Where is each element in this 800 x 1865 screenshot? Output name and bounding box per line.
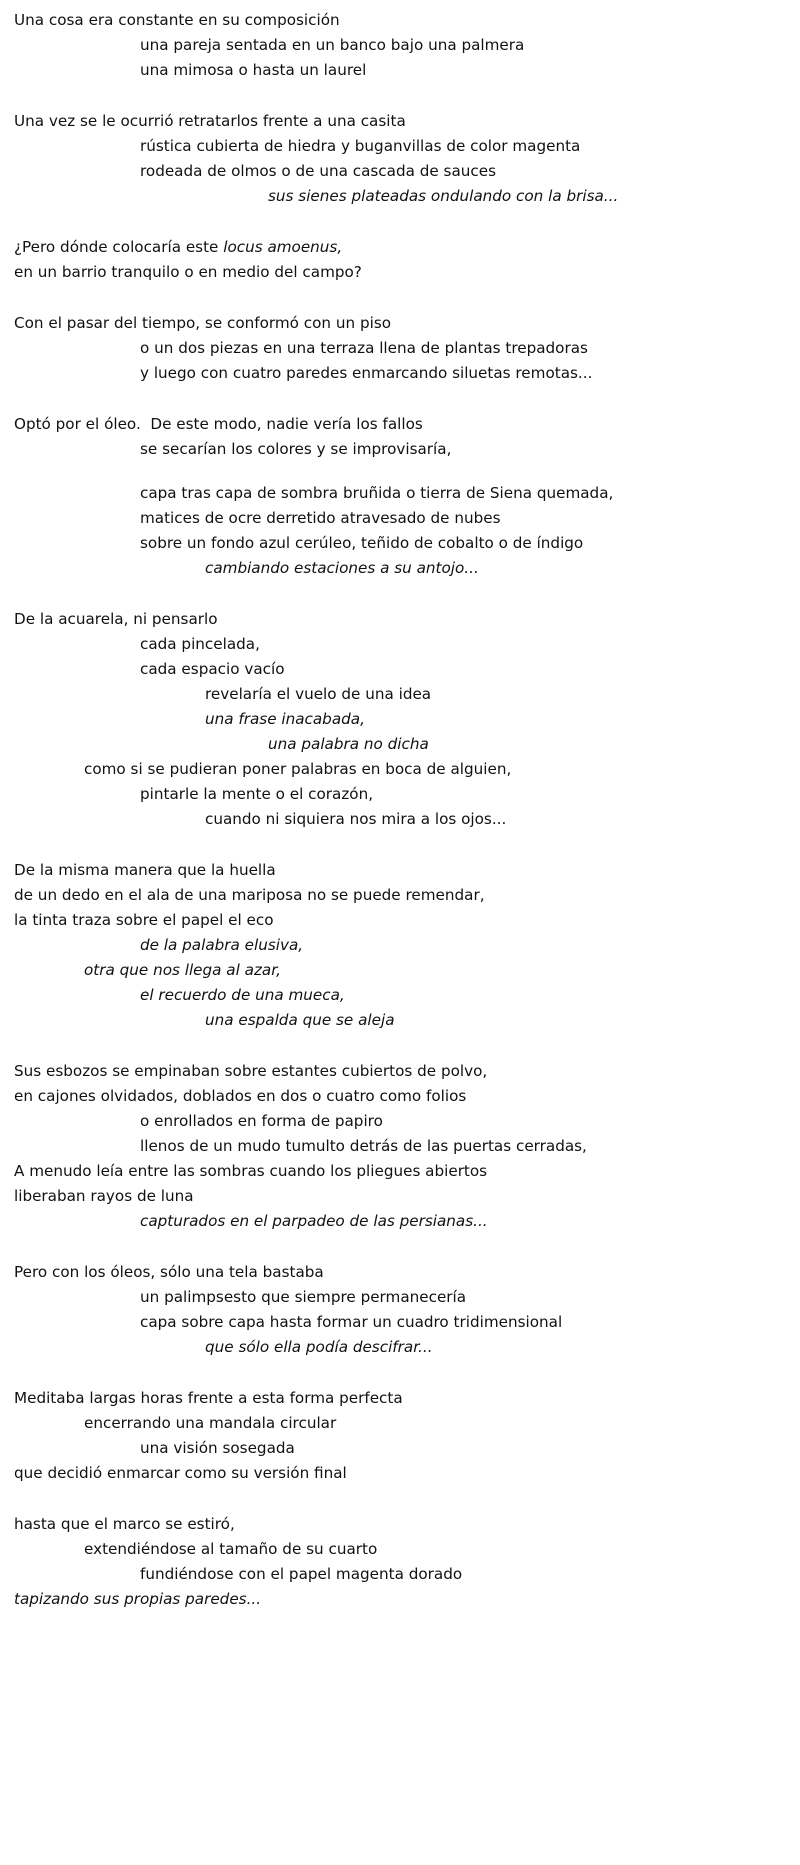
poem-line: cambiando estaciones a su antojo... xyxy=(205,559,479,577)
poem-line: cada pincelada, xyxy=(140,635,260,653)
poem-line: una visión sosegada xyxy=(140,1439,295,1457)
poem-line: fundiéndose con el papel magenta dorado xyxy=(140,1565,463,1583)
stanza xyxy=(0,1260,800,1360)
stanza xyxy=(0,311,800,386)
stanza xyxy=(0,858,800,1033)
poem-line: una espalda que se aleja xyxy=(205,1011,395,1029)
poem-line: sus sienes plateadas ondulando con la brisa... xyxy=(268,187,619,205)
poem-line: ¿Pero dónde colocaría este locus amoenus, xyxy=(14,238,343,256)
stanza xyxy=(0,1512,800,1612)
poem-line: capa tras capa de sombra bruñida o tierra de Siena quemada, xyxy=(140,484,614,502)
stanza xyxy=(0,1059,800,1234)
poem-line: hasta que el marco se estiró, xyxy=(14,1515,235,1533)
poem-line: liberaban rayos de luna xyxy=(14,1187,194,1205)
poem-line: en un barrio tranquilo o en medio del campo? xyxy=(14,263,362,281)
poem-line: o enrollados en forma de papiro xyxy=(140,1112,383,1130)
poem-line: llenos de un mudo tumulto detrás de las puertas cerradas, xyxy=(140,1137,587,1155)
poem-line: pintarle la mente o el corazón, xyxy=(140,785,374,803)
poem-line: Pero con los óleos, sólo una tela bastaba xyxy=(14,1263,324,1281)
poem-line: matices de ocre derretido atravesado de nubes xyxy=(140,509,501,527)
poem-line: se secarían los colores y se improvisaría, xyxy=(140,440,452,458)
poem-line: rústica cubierta de hiedra y buganvillas de color magenta xyxy=(140,137,581,155)
poem-line: que decidió enmarcar como su versión final xyxy=(14,1464,347,1482)
poem-line: o un dos piezas en una terraza llena de plantas trepadoras xyxy=(140,339,588,357)
poem-line: en cajones olvidados, doblados en dos o cuatro como folios xyxy=(14,1087,467,1105)
stanza xyxy=(0,1386,800,1486)
poem-line: Con el pasar del tiempo, se conformó con un piso xyxy=(14,314,392,332)
emphasis-phrase: locus amoenus, xyxy=(223,238,343,256)
poem-line: que sólo ella podía descifrar... xyxy=(205,1338,433,1356)
poem-line: A menudo leía entre las sombras cuando los pliegues abiertos xyxy=(14,1162,488,1180)
poem-line: la tinta traza sobre el papel el eco xyxy=(14,911,274,929)
poem-line: de la palabra elusiva, xyxy=(140,936,304,954)
poem-line: el recuerdo de una mueca, xyxy=(140,986,345,1004)
poem-line: Sus esbozos se empinaban sobre estantes cubiertos de polvo, xyxy=(14,1062,488,1080)
poem-line: cuando ni siquiera nos mira a los ojos... xyxy=(205,810,507,828)
poem-line: una palabra no dicha xyxy=(268,735,429,753)
poem-line: rodeada de olmos o de una cascada de sauces xyxy=(140,162,497,180)
line-spacer xyxy=(0,462,800,481)
poem-line: como si se pudieran poner palabras en boca de alguien, xyxy=(84,760,512,778)
poem-line: Meditaba largas horas frente a esta forma perfecta xyxy=(14,1389,403,1407)
stanza xyxy=(0,412,800,581)
stanza xyxy=(0,8,800,83)
stanza xyxy=(0,607,800,832)
poem-line: una mimosa o hasta un laurel xyxy=(140,61,367,79)
poem-line: Una cosa era constante en su composición xyxy=(14,11,340,29)
poem-line: un palimpsesto que siempre permanecería xyxy=(140,1288,467,1306)
poem-line: De la misma manera que la huella xyxy=(14,861,276,879)
poem-line: cada espacio vacío xyxy=(140,660,285,678)
poem-line: De la acuarela, ni pensarlo xyxy=(14,610,218,628)
poem-line: sobre un fondo azul cerúleo, teñido de cobalto o de índigo xyxy=(140,534,584,552)
poem-line: una frase inacabada, xyxy=(205,710,365,728)
poem-line: y luego con cuatro paredes enmarcando siluetas remotas... xyxy=(140,364,593,382)
poem-line: tapizando sus propias paredes... xyxy=(14,1590,262,1608)
poem-line: otra que nos llega al azar, xyxy=(84,961,281,979)
poem-line: capturados en el parpadeo de las persianas... xyxy=(140,1212,488,1230)
poem-line: encerrando una mandala circular xyxy=(84,1414,337,1432)
stanza xyxy=(0,235,800,285)
poem-line: extendiéndose al tamaño de su cuarto xyxy=(84,1540,378,1558)
poem-line: una pareja sentada en un banco bajo una palmera xyxy=(140,36,525,54)
poem-line: de un dedo en el ala de una mariposa no se puede remendar, xyxy=(14,886,485,904)
poem-line: Una vez se le ocurrió retratarlos frente a una casita xyxy=(14,112,406,130)
poem-line: Optó por el óleo. De este modo, nadie vería los fallos xyxy=(14,415,423,433)
stanza xyxy=(0,109,800,209)
poem-line: revelaría el vuelo de una idea xyxy=(205,685,432,703)
poem-line: capa sobre capa hasta formar un cuadro tridimensional xyxy=(140,1313,563,1331)
